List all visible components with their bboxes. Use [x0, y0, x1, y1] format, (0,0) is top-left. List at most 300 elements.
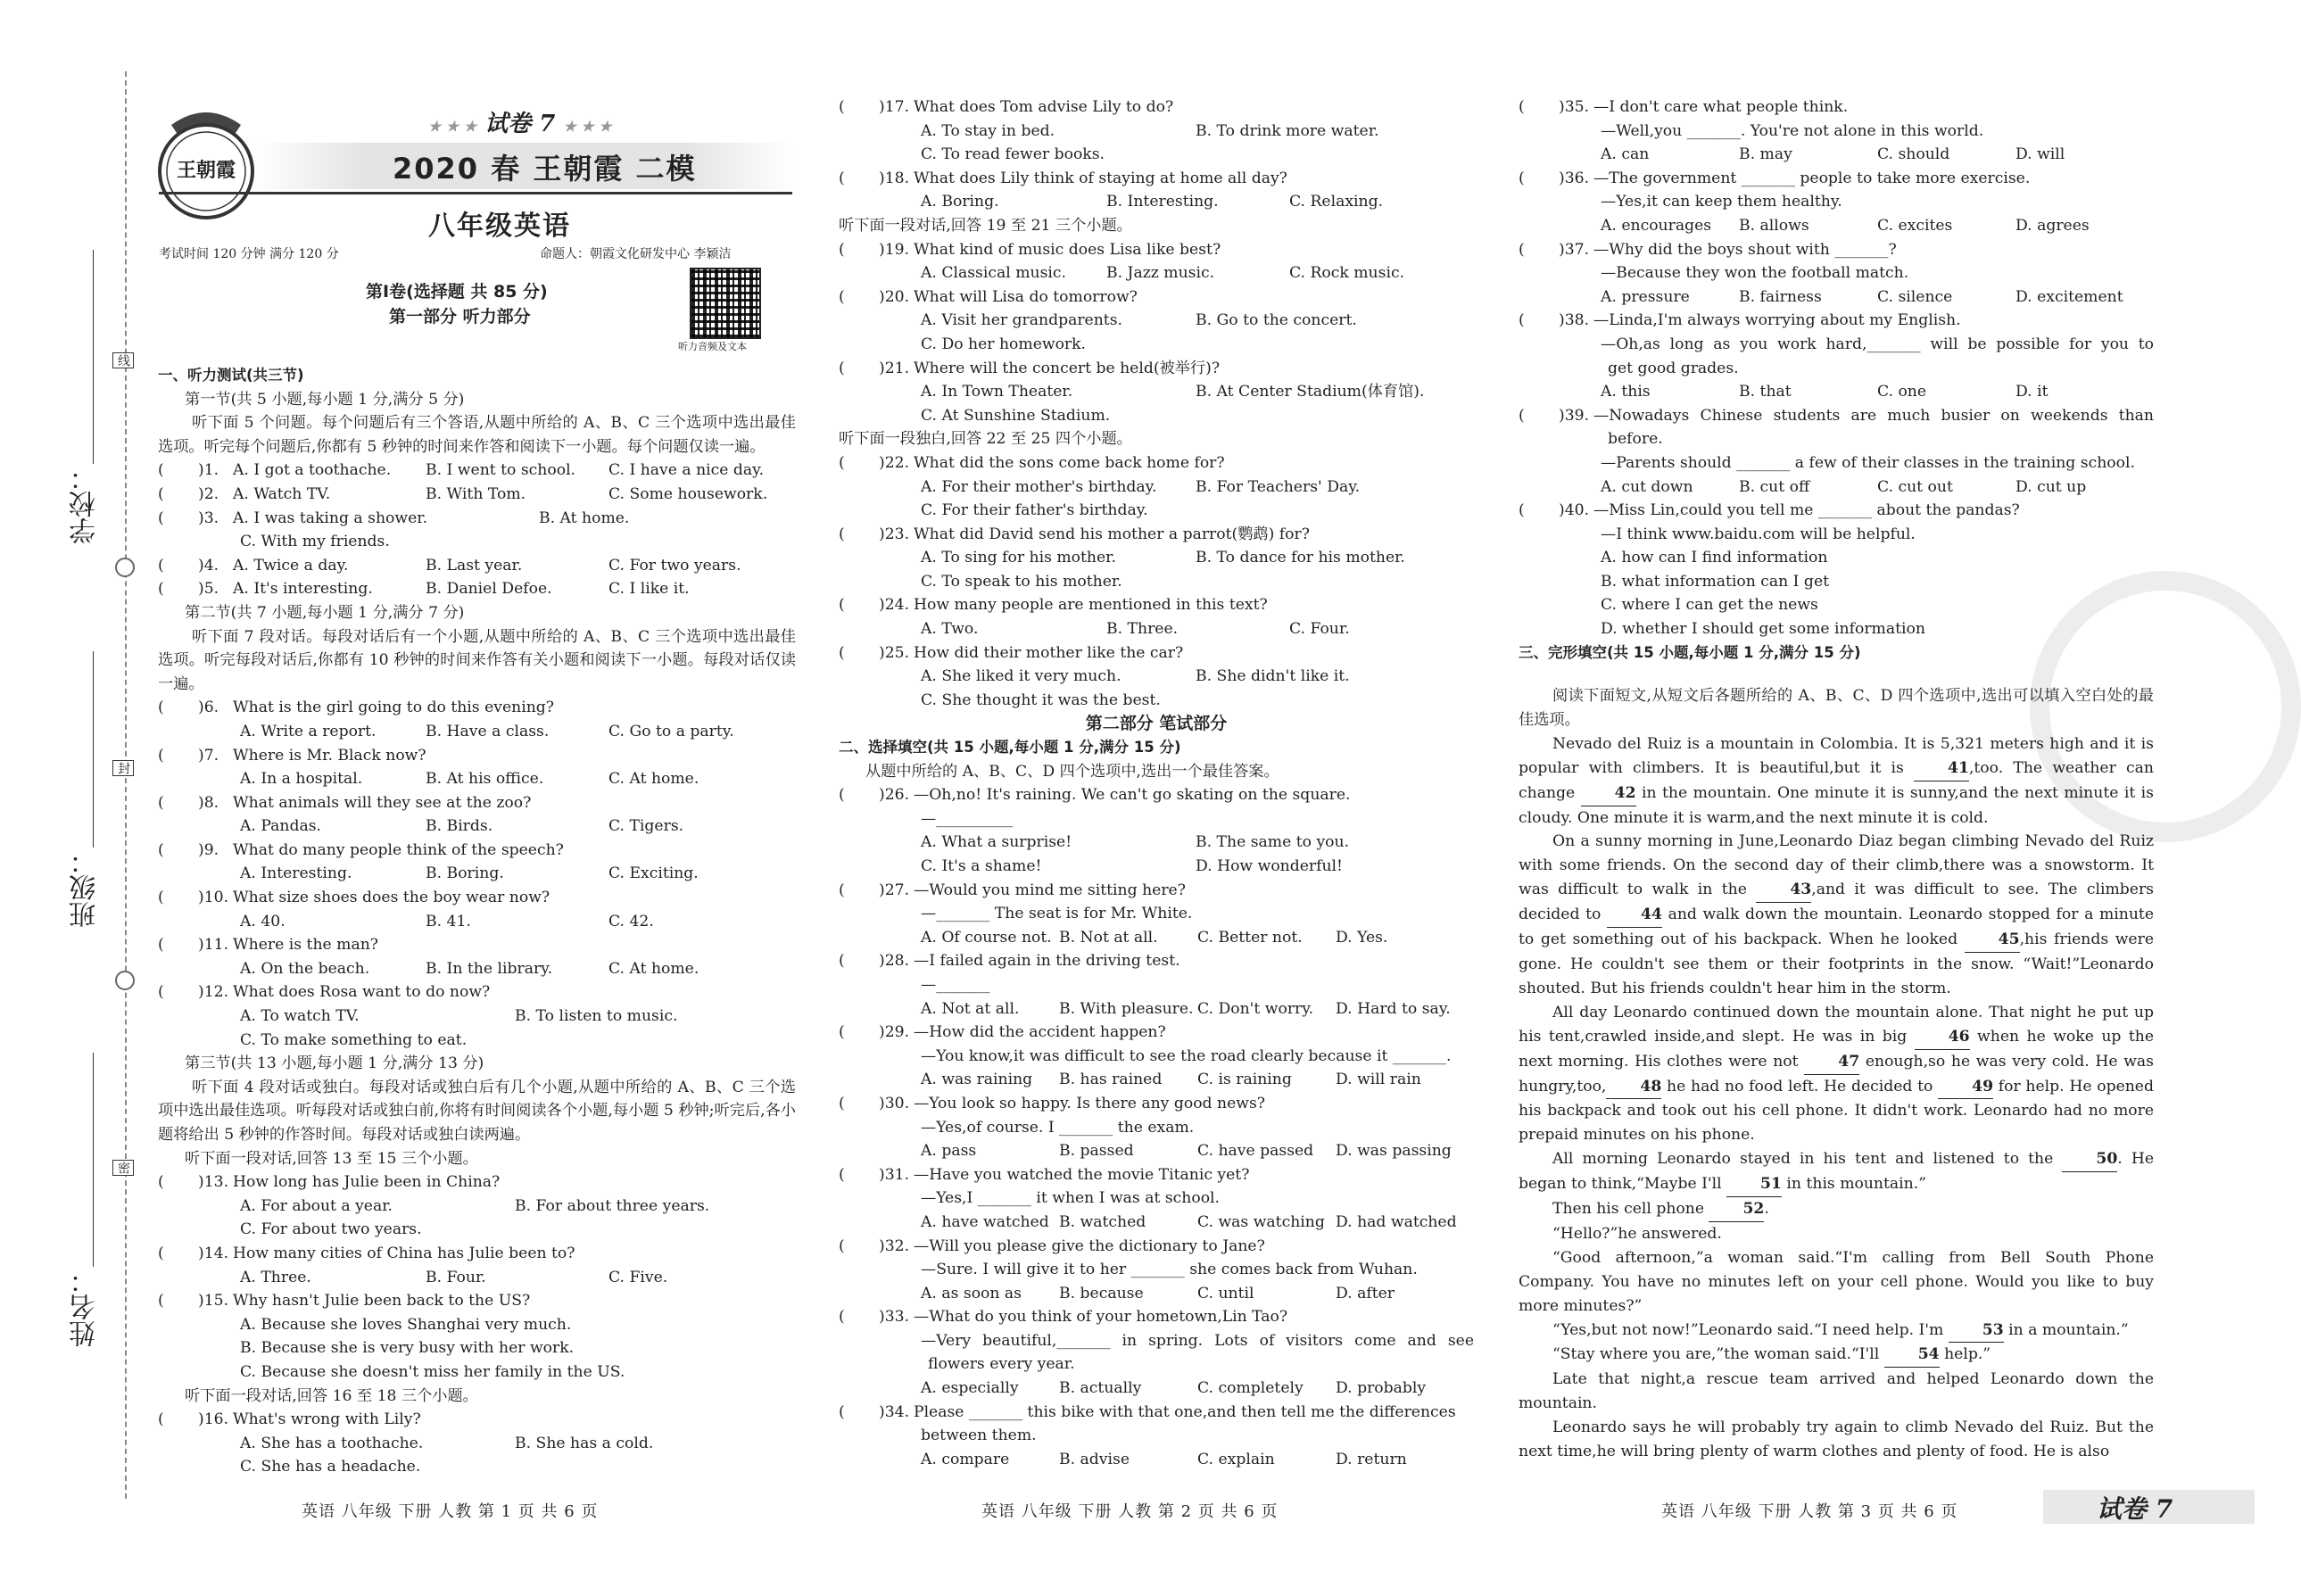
option-c: C. Go to a party.	[608, 722, 734, 740]
blank-47[interactable]: 47	[1804, 1050, 1859, 1075]
option-c: C. Five.	[608, 1268, 668, 1286]
text-line	[839, 1424, 1474, 1448]
blank-50[interactable]: 50	[2062, 1147, 2117, 1172]
question-stem: What size shoes does the boy wear now?	[233, 889, 550, 907]
answer-paren[interactable]: (	[839, 240, 845, 259]
blank-52[interactable]: 52	[1709, 1197, 1764, 1222]
question-stem: What is the girl going to do this evening?	[233, 699, 554, 717]
question-stem: What will Lisa do tomorrow?	[914, 287, 1138, 306]
option-c: C. Some housework.	[608, 484, 768, 503]
text-line	[1519, 190, 2154, 214]
option-a: A. For about a year.	[240, 1196, 393, 1215]
text-line	[839, 570, 1474, 594]
blank-46[interactable]: 46	[1915, 1025, 1970, 1050]
instruction-text: 第三节(共 13 小题,每小题 1 分,满分 13 分)	[185, 1054, 484, 1073]
question-number: )35.	[1559, 98, 1590, 116]
cloze-paragraph: All morning Leonardo stayed in his tent and listened to the 50. He began to think,“Maybe I'll 51 in this mountain.”	[1519, 1147, 2154, 1197]
option-a: A. Boring.	[921, 193, 999, 211]
answer-paren[interactable]: (	[158, 840, 164, 859]
question-number: )33.	[879, 1308, 910, 1327]
question-number: )28.	[879, 952, 910, 971]
text-line	[158, 1408, 796, 1432]
answer-paren[interactable]: (	[158, 1244, 164, 1262]
option-a: A. To stay in bed.	[921, 121, 1055, 140]
option-c: C. 42.	[608, 912, 654, 930]
option-a: A. For their mother's birthday.	[921, 477, 1157, 496]
text-line	[158, 1242, 796, 1266]
option-b: B. To dance for his mother.	[1196, 549, 1405, 567]
text-line	[839, 499, 1474, 523]
text-line	[158, 1385, 796, 1409]
question-number: )7.	[198, 746, 219, 765]
option-d: D. after	[1336, 1284, 1395, 1302]
text-line	[1519, 309, 2154, 333]
option-c: C. have passed	[1197, 1142, 1314, 1161]
option-b: B. I went to school.	[426, 461, 576, 480]
answer-paren[interactable]: (	[158, 1292, 164, 1311]
option-line: C. To make something to eat.	[240, 1030, 468, 1049]
option-a: A. I was taking a shower.	[233, 509, 428, 527]
question-number: )31.	[879, 1165, 910, 1184]
text-line	[839, 1258, 1474, 1282]
blank-45[interactable]: 45	[1965, 928, 2020, 953]
question-stem: —Linda,I'm always worrying about my English.	[1593, 311, 1961, 330]
question-number: )38.	[1559, 311, 1590, 330]
option-d: D. probably	[1336, 1379, 1427, 1398]
question-stem: What kind of music does Lisa like best?	[914, 240, 1221, 259]
text-line	[839, 285, 1474, 310]
blank-44[interactable]: 44	[1607, 903, 1662, 928]
cloze-paragraph: “Good afternoon,”a woman said.“I'm calling from Bell South Phone Company. You have no minutes left on your cell phone. Would you like to buy more minutes?”	[1519, 1248, 2154, 1315]
answer-paren[interactable]: (	[839, 1023, 845, 1042]
question-stem: Why hasn't Julie been back to the US?	[233, 1292, 531, 1311]
text-line	[158, 1170, 796, 1195]
text-line	[158, 483, 796, 507]
answer-paren[interactable]: (	[158, 699, 164, 717]
question-number: )9.	[198, 840, 219, 859]
text-line	[158, 530, 796, 554]
text-line	[158, 933, 796, 957]
option-c: C. Don't worry.	[1197, 999, 1314, 1018]
option-line: B. Because she is very busy with her work.	[240, 1339, 575, 1358]
option-b: B. With Tom.	[426, 484, 526, 503]
answer-paren[interactable]: (	[158, 936, 164, 955]
column-2	[839, 95, 1474, 1471]
column-1	[158, 364, 796, 1479]
option-a: A. can	[1601, 145, 1650, 164]
text-line	[1519, 143, 2154, 167]
option-a: A. In Town Theater.	[921, 383, 1073, 401]
option-b: B. watched	[1059, 1212, 1146, 1231]
part-heading: 第二部分 笔试部分	[1085, 714, 1228, 734]
option-b: B. For about three years.	[515, 1196, 710, 1215]
text-line	[839, 143, 1474, 167]
column-3	[1519, 95, 2154, 665]
answer-paren[interactable]: (	[1519, 406, 1525, 425]
option-a: A. compare	[921, 1450, 1010, 1468]
footer-page-2: 英语 八年级 下册 人教 第 2 页 共 6 页	[981, 1502, 1279, 1521]
option-b: B. Interesting.	[1106, 193, 1219, 211]
blank-53[interactable]: 53	[1949, 1319, 2004, 1344]
binding-hole-1	[115, 558, 135, 577]
text-line	[839, 190, 1474, 214]
question-number: )24.	[879, 596, 910, 615]
question-stem: How did their mother like the car?	[914, 643, 1184, 662]
exam-info: 考试时间 120 分钟 满分 120 分	[159, 247, 339, 261]
binding-dashed-line	[125, 71, 127, 1499]
answer-paren[interactable]: (	[158, 461, 164, 480]
option-a: A. pressure	[1601, 287, 1690, 306]
text-line	[158, 1360, 796, 1385]
answer-paren[interactable]: (	[1519, 98, 1525, 116]
dialogue-line: —_______	[921, 975, 990, 994]
question-stem: Where is the man?	[233, 936, 378, 955]
text-line	[158, 957, 796, 981]
question-stem: What does Rosa want to do now?	[233, 983, 491, 1002]
question-number: )21.	[879, 359, 910, 377]
option-b: B. She didn't like it.	[1196, 667, 1350, 686]
question-stem: What does Tom advise Lily to do?	[914, 98, 1174, 116]
option-c: C. explain	[1197, 1450, 1275, 1468]
option-line: C. She has a headache.	[240, 1458, 421, 1476]
text-line	[839, 1045, 1474, 1069]
question-number: )20.	[879, 287, 910, 306]
option-a: A. cut down	[1601, 477, 1693, 496]
paper-tag-top: ★ ★ ★ 试卷 7 ★ ★ ★	[428, 111, 612, 137]
dialogue-line: —Parents should _______ a few of their classes in the training school.	[1601, 453, 2135, 472]
option-b: B. At his office.	[426, 770, 544, 789]
option-d: D. was passing	[1336, 1142, 1452, 1161]
answer-paren[interactable]: (	[839, 1236, 845, 1255]
option-c: C. should	[1877, 145, 1950, 164]
option-b: B. To listen to music.	[515, 1007, 678, 1026]
answer-paren[interactable]: (	[158, 983, 164, 1002]
question-stem: What did the sons come back home for?	[914, 453, 1225, 472]
dialogue-line: —_______ The seat is for Mr. White.	[921, 905, 1193, 923]
seal-seal-mark: 封	[112, 760, 134, 776]
name-line	[93, 1053, 94, 1267]
answer-paren[interactable]: (	[1519, 311, 1525, 330]
cloze-paragraph: All day Leonardo continued down the mountain alone. That night he put up his tent,crawled inside,and slept. He was in big 46 when he woke up the next morning. His clothes were not 47 enough,so he was very cold. He was hungry,too, 48 he had no food left. He decided to 49 for help. He opened his backpack and took out his cell phone. It didn't work. Leonardo had no more prepaid minutes on his phone.	[1519, 1003, 2154, 1145]
instruction-text: 听下面一段独白,回答 22 至 25 四个小题。	[839, 430, 1132, 449]
answer-paren[interactable]: (	[839, 453, 845, 472]
text-line	[839, 783, 1474, 807]
text-line	[839, 95, 1474, 120]
option-line: A. how can I find information	[1601, 549, 1828, 567]
school-label: 学校：	[70, 464, 101, 544]
option-line: C. For about two years.	[240, 1220, 422, 1239]
option-a: A. Interesting.	[240, 864, 352, 883]
text-line	[158, 388, 796, 412]
cloze-paragraph: On a sunny morning in June,Leonardo Diaz began climbing Nevado del Ruiz with some friends. On the second day of their climb,there was a snowstorm. It was difficult to walk in the 43,and it was difficult to see. The climbers decided to 44 and walk down the mountain. Leonardo stopped for a minute to get something out of his backpack. When he looked 45,his friends were gone. He couldn't see them or their footprints in the snow. “Wait!”Leonardo shouted. But his friends couldn't hear him in the storm.	[1519, 832, 2155, 997]
answer-paren[interactable]: (	[1519, 240, 1525, 259]
answer-paren[interactable]: (	[158, 580, 164, 599]
text-line	[839, 760, 1474, 784]
question-number: )17.	[879, 98, 910, 116]
text-line	[839, 1068, 1474, 1092]
question-number: )26.	[879, 786, 910, 805]
question-number: )5.	[198, 580, 219, 599]
blank-41[interactable]: 41	[1914, 757, 1969, 781]
dialogue-line: —Sure. I will give it to her _______ she comes back from Wuhan.	[921, 1261, 1418, 1279]
question-number: )10.	[198, 889, 229, 907]
subject-title: 八年级英语	[428, 211, 571, 242]
text-line	[1519, 167, 2154, 191]
text-line	[158, 1289, 796, 1313]
text-line	[158, 791, 796, 815]
answer-paren[interactable]: (	[839, 1094, 845, 1112]
text-line	[839, 1377, 1474, 1401]
option-line: between them.	[921, 1426, 1037, 1445]
answer-paren[interactable]: (	[839, 786, 845, 805]
brand-title: 2020 春 王朝霞 二模	[393, 152, 697, 186]
text-line	[839, 167, 1474, 191]
text-line	[839, 855, 1474, 879]
answer-paren[interactable]: (	[158, 1410, 164, 1429]
option-a: A. She liked it very much.	[921, 667, 1122, 686]
question-number: )18.	[879, 169, 910, 187]
text-line	[839, 451, 1474, 475]
option-a: A. Three.	[240, 1268, 311, 1286]
text-line	[839, 807, 1474, 831]
text-line	[839, 309, 1474, 333]
option-c: C. was watching	[1197, 1212, 1325, 1231]
option-b: D. How wonderful!	[1196, 857, 1343, 875]
answer-paren[interactable]: (	[158, 1173, 164, 1192]
option-b: B. Go to the concert.	[1196, 311, 1357, 330]
cloze-paragraph: Then his cell phone 52.	[1519, 1197, 2154, 1222]
question-stem: What animals will they see at the zoo?	[233, 793, 532, 812]
option-c: C. completely	[1197, 1379, 1304, 1398]
logo-seal	[153, 100, 259, 225]
option-a: A. Two.	[921, 620, 979, 639]
blank-51[interactable]: 51	[1726, 1172, 1782, 1197]
dialogue-line: —Very beautiful,_______ in spring. Lots of visitors come and see	[921, 1331, 1474, 1350]
text-line	[839, 997, 1474, 1021]
dialogue-line: —I think www.baidu.com will be helpful.	[1601, 525, 1916, 543]
instruction-text: 从题中所给的 A、B、C、D 四个选项中,选出一个最佳答案。	[865, 762, 1279, 781]
blank-48[interactable]: 48	[1606, 1075, 1661, 1100]
text-line	[158, 1029, 796, 1053]
option-b: B. Three.	[1106, 620, 1179, 639]
text-line	[1519, 120, 2154, 144]
option-c: C. excites	[1877, 216, 1953, 235]
text-line	[839, 1352, 1474, 1377]
answer-paren[interactable]: (	[839, 881, 845, 899]
answer-paren[interactable]: (	[158, 509, 164, 527]
text-line	[839, 1235, 1474, 1259]
text-line	[839, 333, 1474, 357]
instruction-paragraph: 听下面 7 段对话。每段对话后有一个小题,从题中所给的 A、B、C 三个选项中选出最佳选项。听完每段对话后,你都有 10 秒钟的时间来作答有关小题和阅读下一小题。每段对话仅读一遍。	[158, 627, 796, 693]
question-number: )19.	[879, 240, 910, 259]
text-line	[839, 689, 1474, 713]
option-d: D. cut up	[2015, 477, 2087, 496]
question-number: )1.	[198, 461, 219, 480]
dialogue-line: —Because they won the football match.	[1601, 264, 1909, 283]
text-line	[158, 1147, 796, 1171]
dialogue-continuation: get good grades.	[1608, 359, 1739, 377]
option-a: A. pass	[921, 1142, 977, 1161]
dialogue-line: —Yes,it can keep them healthy.	[1601, 193, 1842, 211]
answer-paren[interactable]: (	[839, 98, 845, 116]
instruction-paragraph: 听下面 4 段对话或独白。每段对话或独白后有几个小题,从题中所给的 A、B、C 三个选项中选出最佳选项。听每段对话或独白前,你将有时间阅读各个小题,每小题 5 秒钟;听完后,各小题将给出 5 秒钟的作答时间。每段对话或独白读两遍。	[158, 1078, 796, 1144]
text-line	[839, 1092, 1474, 1116]
cloze-paragraph: Late that night,a rescue team arrived and helped Leonardo down the mountain.	[1519, 1370, 2154, 1413]
blank-43[interactable]: 43	[1756, 878, 1811, 903]
text-line	[839, 641, 1474, 666]
text-line	[1519, 617, 2154, 641]
option-b: B. At home.	[539, 509, 630, 527]
option-b: B. The same to you.	[1196, 833, 1350, 852]
question-stem: —Miss Lin,could you tell me _______ about the pandas?	[1593, 501, 2020, 520]
answer-paren[interactable]: (	[839, 359, 845, 377]
blank-42[interactable]: 42	[1581, 781, 1636, 806]
answer-paren[interactable]: (	[158, 484, 164, 503]
option-line: B. what information can I get	[1601, 572, 1830, 591]
option-b: B. Four.	[426, 1268, 486, 1286]
binding-hole-2	[115, 971, 135, 990]
text-line	[1519, 593, 2154, 617]
text-line	[1519, 475, 2154, 500]
author: 命题人：朝霞文化研发中心 李颖洁	[540, 247, 732, 261]
text-line	[839, 427, 1474, 451]
answer-paren[interactable]: (	[839, 1165, 845, 1184]
option-a: A. was raining	[921, 1071, 1033, 1089]
text-line	[839, 1282, 1474, 1306]
class-label: 班级：	[70, 848, 101, 928]
option-a: A. encourages	[1601, 216, 1712, 235]
footer-page-1: 英语 八年级 下册 人教 第 1 页 共 6 页	[302, 1502, 599, 1521]
answer-paren[interactable]: (	[158, 746, 164, 765]
option-a: A. this	[1601, 383, 1651, 401]
option-line: C. Do her homework.	[921, 335, 1087, 353]
answer-paren[interactable]: (	[1519, 169, 1525, 187]
question-stem: How many cities of China has Julie been to?	[233, 1244, 575, 1262]
option-line: C. For their father's birthday.	[921, 501, 1148, 520]
question-number: )15.	[198, 1292, 229, 1311]
text-line	[158, 601, 796, 625]
question-stem: —Why did the boys shout with _______?	[1593, 240, 1897, 259]
option-b: B. Boring.	[426, 864, 504, 883]
question-stem: Where is Mr. Black now?	[233, 746, 426, 765]
option-d: D. return	[1336, 1450, 1407, 1468]
footer-tag: 试卷 7	[2097, 1494, 2173, 1524]
answer-paren[interactable]: (	[158, 793, 164, 812]
question-number: )39.	[1559, 406, 1590, 425]
answer-paren[interactable]: (	[839, 287, 845, 306]
answer-paren[interactable]: (	[158, 556, 164, 575]
text-line	[839, 120, 1474, 144]
option-a: A. have watched	[921, 1212, 1049, 1231]
question-number: )22.	[879, 453, 910, 472]
text-line	[839, 1401, 1474, 1425]
text-line	[158, 862, 796, 886]
text-line	[158, 696, 796, 720]
text-line	[839, 665, 1474, 689]
option-b: B. In the library.	[426, 959, 553, 978]
text-line	[1519, 641, 2154, 666]
text-line	[1519, 404, 2154, 428]
dialogue-continuation: before.	[1608, 430, 1663, 449]
part1-subtitle: 第一部分 听力部分	[389, 307, 531, 327]
text-line	[1519, 285, 2154, 310]
option-c: C. Four.	[1289, 620, 1350, 639]
text-line	[839, 1448, 1474, 1472]
text-line	[158, 744, 796, 768]
cloze-paragraph: Nevado del Ruiz is a mountain in Colombia. It is 5,321 meters high and it is popular with climbers. It is beautiful,but it is 41,too. The weather can change 42 in the mountain. One minute it is sunny,and the next minute it is cloudy. One minute it is warm,and the next minute it is cold.	[1519, 734, 2155, 827]
question-stem: What's wrong with Lily?	[233, 1410, 421, 1429]
option-a: A. She has a toothache.	[240, 1434, 424, 1452]
seal-line-mark: 线	[112, 352, 134, 368]
answer-paren[interactable]: (	[158, 889, 164, 907]
option-a: A. To watch TV.	[240, 1007, 360, 1026]
option-line: C. To speak to his mother.	[921, 572, 1122, 591]
option-c: C. until	[1197, 1284, 1254, 1302]
question-number: )12.	[198, 983, 229, 1002]
question-number: )25.	[879, 643, 910, 662]
question-stem: —I don't care what people think.	[1593, 98, 1849, 116]
text-line	[158, 554, 796, 578]
answer-paren[interactable]: (	[839, 525, 845, 543]
question-stem: What does Lily think of staying at home all day?	[914, 169, 1287, 187]
class-line	[93, 651, 94, 848]
text-line	[839, 973, 1474, 997]
text-line	[1519, 570, 2154, 594]
answer-paren[interactable]: (	[839, 952, 845, 971]
answer-paren[interactable]: (	[839, 1402, 845, 1421]
option-b: B. She has a cold.	[515, 1434, 654, 1452]
question-number: )27.	[879, 881, 910, 899]
question-number: )11.	[198, 936, 229, 955]
blank-49[interactable]: 49	[1938, 1075, 1993, 1100]
text-line	[158, 1052, 796, 1076]
option-b: B. For Teachers' Day.	[1196, 477, 1361, 496]
option-b: B. may	[1739, 145, 1792, 164]
answer-paren[interactable]: (	[839, 643, 845, 662]
option-d: D. it	[2015, 383, 2049, 401]
option-d: D. agrees	[2015, 216, 2090, 235]
dialogue-line: —__________	[921, 809, 1014, 828]
cloze-paragraph: Leonardo says he will probably try again to climb Nevado del Ruiz. But the next time,he will bring plenty of warm clothes and plenty of food. He is also	[1519, 1418, 2154, 1461]
question-stem: Where will the concert be held(被举行)?	[914, 359, 1221, 377]
question-stem: How long has Julie been in China?	[233, 1173, 501, 1192]
text-line	[1519, 261, 2154, 285]
answer-paren[interactable]: (	[839, 169, 845, 187]
blank-54[interactable]: 54	[1884, 1343, 1940, 1368]
cloze-intro: 阅读下面短文,从短文后各题所给的 A、B、C、D 四个选项中,选出可以填入空白处的最佳选项。	[1519, 687, 2154, 729]
text-line	[158, 1218, 796, 1242]
option-b: B. has rained	[1059, 1071, 1163, 1089]
question-stem: —Would you mind me sitting here?	[914, 881, 1186, 899]
option-b: B. With pleasure.	[1059, 999, 1194, 1018]
dialogue-line: —Yes,of course. I _______ the exam.	[921, 1118, 1195, 1137]
option-a: A. I got a toothache.	[233, 461, 392, 480]
answer-paren[interactable]: (	[1519, 501, 1525, 520]
name-label: 姓名：	[70, 1267, 101, 1347]
option-d: D. will rain	[1336, 1071, 1421, 1089]
text-line	[158, 1266, 796, 1290]
answer-paren[interactable]: (	[839, 1308, 845, 1327]
text-line	[158, 910, 796, 934]
logo-text: 王朝霞	[176, 159, 236, 182]
text-line	[158, 1455, 796, 1479]
question-stem: —Have you watched the movie Titanic yet?	[914, 1165, 1250, 1184]
cloze-paragraph: “Hello?”he answered.	[1552, 1224, 1722, 1243]
option-b: B. Have a class.	[426, 722, 550, 740]
answer-paren[interactable]: (	[839, 596, 845, 615]
option-d: D. Yes.	[1336, 928, 1388, 947]
text-line	[839, 523, 1474, 547]
